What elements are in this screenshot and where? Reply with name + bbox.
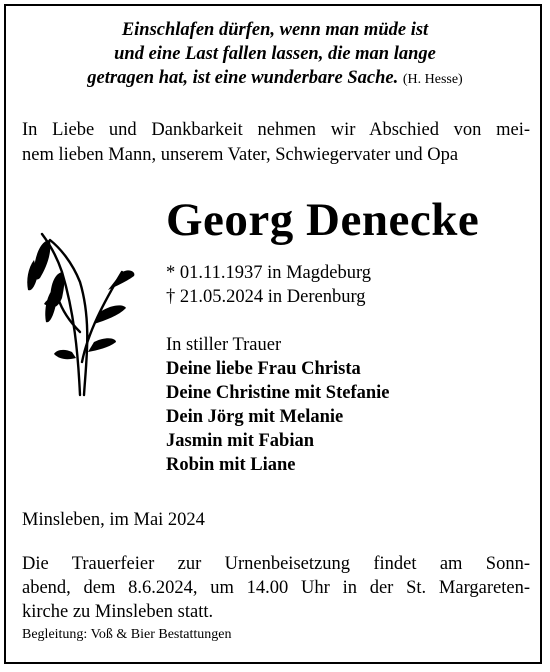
deceased-name: Georg Denecke: [166, 194, 480, 246]
mourner-name: Robin mit Liane: [166, 455, 296, 475]
service-line-1: Die Trauerfeier zur Urnenbeisetzung findet am Sonn-: [22, 554, 530, 574]
quote-line-3: [0, 66, 550, 92]
mourner-name: Deine liebe Frau Christa: [166, 359, 361, 379]
intro-line-1: In Liebe und Dankbarkeit nehmen wir Abschied von mei-: [22, 120, 530, 140]
quote-author: (H. Hesse): [402, 72, 463, 87]
mourner-name: Deine Christine mit Stefanie: [166, 383, 390, 403]
service-info: [22, 552, 530, 624]
quote-line-1: Einschlafen dürfen, wenn man müde ist: [121, 20, 429, 40]
mourner-name: Jasmin mit Fabian: [166, 431, 315, 451]
life-dates: [166, 261, 371, 309]
hesse-quote: [0, 18, 550, 92]
mourners-heading: In stiller Trauer: [166, 335, 282, 355]
quote-line-2: und eine Last fallen lassen, die man lange: [114, 44, 436, 64]
wheat-stalks-icon: [22, 212, 142, 397]
death-date: † 21.05.2024 in Derenburg: [166, 287, 366, 307]
intro-line-2: nem lieben Mann, unserem Vater, Schwiegervater und Opa: [22, 145, 459, 165]
place-date: Minsleben, im Mai 2024: [22, 510, 205, 530]
service-line-3: kirche zu Minsleben statt.: [22, 602, 214, 622]
quote-line-3-text: getragen hat, ist eine wunderbare Sache.: [87, 68, 399, 88]
mourner-name: Dein Jörg mit Melanie: [166, 407, 344, 427]
mourners-block: [166, 333, 390, 477]
service-line-2: abend, dem 8.6.2024, um 14.00 Uhr in der St. Margareten-: [22, 578, 530, 598]
birth-date: * 01.11.1937 in Magdeburg: [166, 263, 372, 283]
funeral-home-credit: Begleitung: Voß & Bier Bestattungen: [22, 627, 232, 642]
intro-text: [22, 118, 530, 168]
